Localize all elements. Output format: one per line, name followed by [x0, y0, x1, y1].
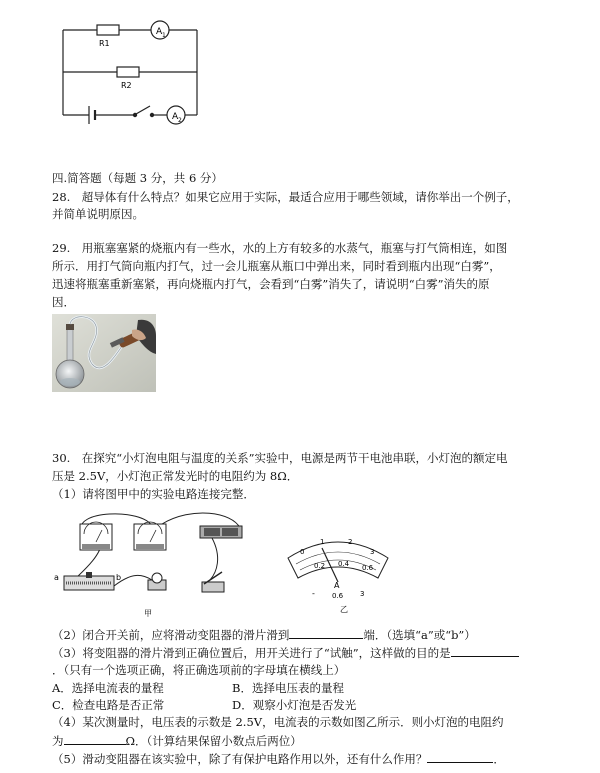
option-c: C．检查电路是否正常 [52, 698, 165, 712]
r2-label: R2 [121, 81, 132, 90]
bulb-holder [148, 573, 166, 590]
q30-part5: （5）滑动变阻器在该实验中，除了有保护电路作用以外，还有什么作用？ ． [52, 752, 505, 766]
meter-unit-A: A [334, 581, 340, 590]
figure-jia-circuit [52, 502, 252, 620]
a2-label: A [172, 112, 179, 122]
tick-top-3: 3 [370, 548, 375, 556]
figure-jia-label: 甲 [144, 609, 152, 618]
a1-sub: 1 [162, 32, 166, 39]
tick-bottom-02: 0.2 [314, 562, 326, 570]
q29-line3: 迅速将瓶塞重新塞紧，再向烧瓶内打气，会看到“白雾”消失了，请说明“白雾”消失的原 [52, 277, 490, 291]
q30-part2: （2）闭合开关前，应将滑动变阻器的滑片滑到 端．（选填“a”或“b”） [52, 628, 476, 642]
blank-rheostat-role[interactable] [427, 750, 493, 763]
option-b: B．选择电压表的量程 [232, 681, 344, 695]
q30-part4-answer: 为 Ω．（计算结果保留小数点后两位） [52, 734, 302, 748]
option-d: D．观察小灯泡是否发光 [232, 698, 357, 712]
switch-lever [136, 106, 150, 114]
tick-bottom-06: 0.6 [362, 564, 374, 572]
q29-line2: 所示．用打气筒向瓶内打气，过一会儿瓶塞从瓶口中弹出来，同时看到瓶内出现“白雾”， [52, 259, 501, 273]
resistor-r1 [97, 25, 119, 35]
parallel-circuit-diagram [55, 8, 215, 133]
section-title: 四.简答题（每题 3 分，共 6 分） [52, 171, 223, 185]
a2-sub: 2 [178, 117, 182, 124]
rheostat [64, 572, 114, 590]
q30-part4: （4）某次测量时，电压表的示数是 2.5V，电流表的示数如图乙所示．则小灯泡的电阻约 [52, 715, 504, 729]
meter-2 [134, 522, 166, 550]
resistor-r2 [117, 67, 139, 77]
tick-bottom-04: 0.4 [338, 560, 350, 568]
q30-part1: （1）请将图甲中的实验电路连接完整． [52, 487, 255, 501]
meter-1 [80, 522, 112, 550]
q28-line2: 并简单说明原因。 [52, 207, 144, 221]
q29-line1: 29. 用瓶塞塞紧的烧瓶内有一些水，水的上方有较多的水蒸气，瓶塞与打气筒相连，如图 [52, 241, 508, 255]
terminal-b-label: b [116, 573, 122, 582]
q29-line4: 因． [52, 295, 75, 309]
terminal-minus: - [312, 589, 315, 598]
terminal-3: 3 [360, 590, 365, 598]
q30-line2: 压是 2.5V，小灯泡正常发光时的电阻约为 8Ω． [52, 469, 299, 483]
blank-resistance[interactable] [64, 732, 126, 745]
q30-part3: （3）将变阻器的滑片滑到正确位置后，用开关进行了“试触”，这样做的目的是 [52, 644, 572, 661]
tick-top-0: 0 [300, 548, 305, 556]
tick-top-2: 2 [348, 538, 353, 546]
blank-slider-end[interactable] [289, 626, 363, 639]
q30-part3-note: ．（只有一个选项正确，将正确选项前的字母填在横线上） [52, 663, 346, 677]
r1-label: R1 [99, 39, 110, 48]
option-a: A．选择电流表的量程 [52, 681, 164, 695]
figure-yi-ammeter [282, 530, 394, 615]
a1-label: A [156, 27, 163, 37]
blank-trial-purpose[interactable] [451, 644, 519, 657]
q28-line1: 28. 超导体有什么特点？如果它应用于实际，最适合应用于哪些领域，请你举出一个例子， [52, 190, 519, 204]
tick-top-1: 1 [320, 538, 325, 546]
q30-line1: 30. 在探究“小灯泡电阻与温度的关系”实验中，电源是两节干电池串联，小灯泡的额定电 [52, 451, 508, 465]
terminal-a-label: a [54, 573, 59, 582]
terminal-06: 0.6 [332, 592, 344, 600]
flask-pump-photo [52, 314, 156, 392]
figure-yi-label: 乙 [340, 605, 348, 614]
battery-box [200, 526, 242, 538]
